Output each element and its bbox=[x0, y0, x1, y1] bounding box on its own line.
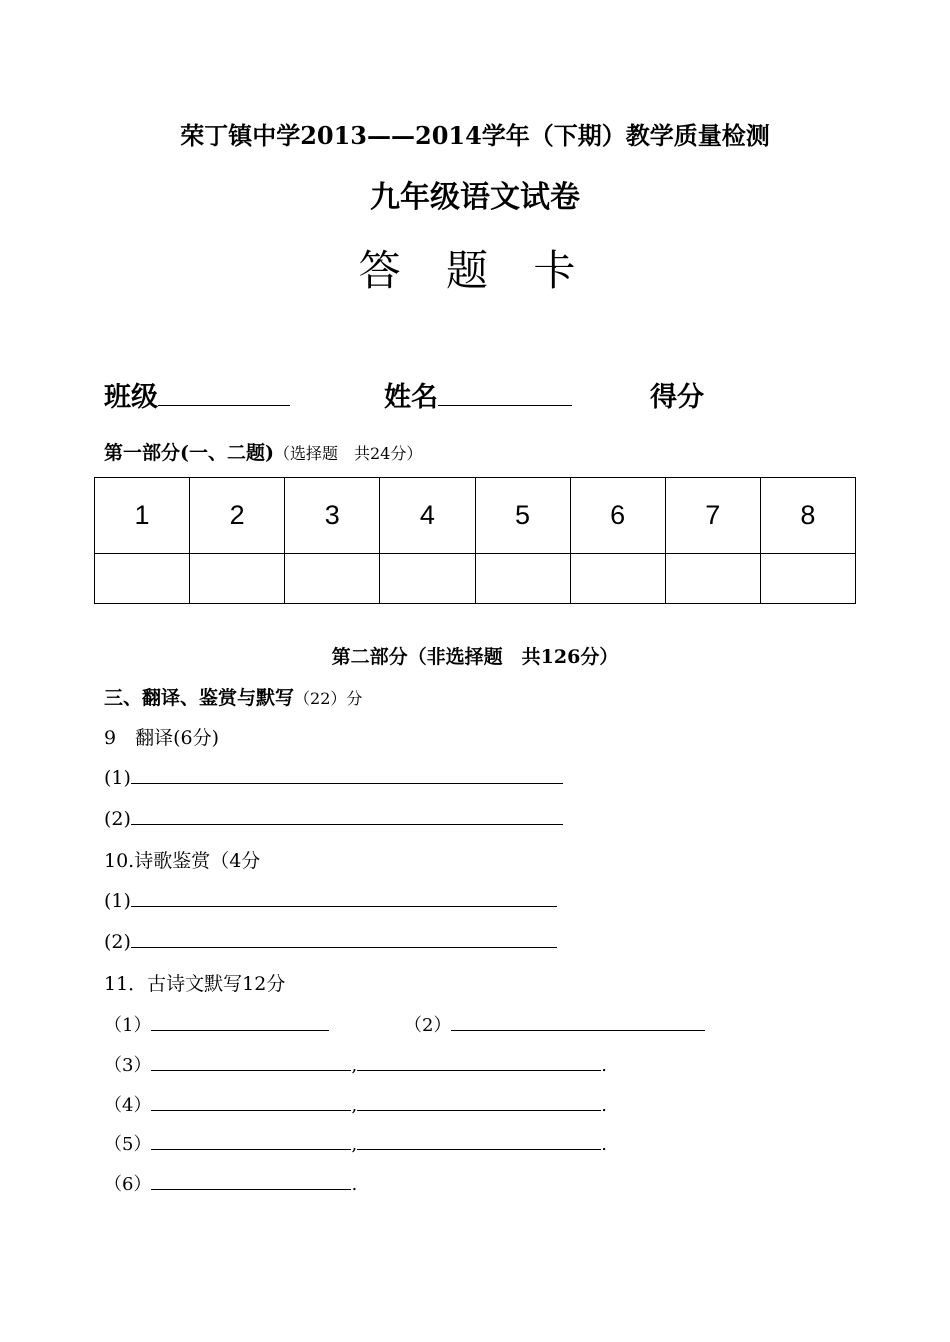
q11-item-6-label: （6） bbox=[104, 1174, 152, 1195]
part1-heading-sub: （选择题 共24分） bbox=[273, 444, 423, 463]
q9-item-1 bbox=[104, 765, 563, 789]
section3-title: 三、翻译、鉴赏与默写 bbox=[104, 687, 295, 709]
q11-item-3 bbox=[104, 1051, 607, 1077]
period: . bbox=[601, 1134, 607, 1155]
q10-item-2-label: (2) bbox=[104, 931, 131, 953]
question-number-cell: 2 bbox=[190, 478, 285, 554]
q11-item-5-blank-b[interactable] bbox=[357, 1133, 601, 1150]
section3-heading bbox=[104, 683, 362, 710]
answer-cell[interactable] bbox=[475, 554, 570, 604]
q11-item-2-label: （2） bbox=[404, 1015, 452, 1036]
name-blank[interactable] bbox=[438, 387, 572, 406]
answer-cell[interactable] bbox=[570, 554, 665, 604]
question-number-cell: 4 bbox=[380, 478, 475, 554]
q9-item-2-label: (2) bbox=[104, 808, 131, 830]
q9-item-1-blank[interactable] bbox=[131, 765, 563, 784]
answer-cell[interactable] bbox=[380, 554, 475, 604]
q11-item-2-blank[interactable] bbox=[451, 1014, 705, 1031]
choice-answer-table bbox=[94, 477, 856, 604]
answer-card-title: 答 题 卡 bbox=[358, 246, 592, 295]
answer-cell[interactable] bbox=[760, 554, 855, 604]
period: . bbox=[351, 1174, 358, 1195]
q9-item-2 bbox=[104, 806, 563, 830]
q11-item-3-label: （3） bbox=[104, 1055, 152, 1076]
q10-title: 10.诗歌鉴赏（4分 bbox=[104, 850, 261, 872]
class-label: 班级 bbox=[104, 382, 158, 413]
q11-item-6-blank[interactable] bbox=[151, 1173, 351, 1190]
part1-heading bbox=[104, 438, 422, 465]
section3-score: （22）分 bbox=[294, 689, 363, 708]
q9-item-2-blank[interactable] bbox=[131, 806, 563, 825]
part2-heading: 第二部分（非选择题 共126分） bbox=[331, 646, 619, 668]
class-blank[interactable] bbox=[158, 387, 290, 406]
q10-item-2 bbox=[104, 929, 557, 953]
question-number-cell: 8 bbox=[760, 478, 855, 554]
q11-item-1-label: （1） bbox=[104, 1015, 152, 1036]
name-field bbox=[384, 375, 572, 414]
q11-item-3-blank-a[interactable] bbox=[151, 1054, 351, 1071]
q11-item-1 bbox=[104, 1011, 329, 1037]
q11-item-6 bbox=[104, 1170, 357, 1196]
q10-item-1-blank[interactable] bbox=[131, 888, 557, 907]
q11-item-4-blank-b[interactable] bbox=[357, 1094, 601, 1111]
q11-item-5-blank-a[interactable] bbox=[151, 1133, 351, 1150]
score-field bbox=[650, 375, 704, 414]
q11-item-3-blank-b[interactable] bbox=[357, 1054, 601, 1071]
name-label: 姓名 bbox=[384, 382, 438, 413]
q10-item-1-label: (1) bbox=[104, 890, 131, 912]
answer-cell[interactable] bbox=[665, 554, 760, 604]
question-number-cell: 1 bbox=[95, 478, 190, 554]
period: . bbox=[601, 1095, 607, 1116]
score-label: 得分 bbox=[650, 382, 704, 413]
period: . bbox=[601, 1055, 607, 1076]
question-number-cell: 6 bbox=[570, 478, 665, 554]
class-field bbox=[104, 375, 290, 414]
q9-title: 9 翻译(6分) bbox=[104, 727, 220, 749]
part1-heading-main: 第一部分(一、二题) bbox=[104, 442, 274, 464]
answer-cell[interactable] bbox=[190, 554, 285, 604]
question-number-cell: 3 bbox=[285, 478, 380, 554]
answer-row bbox=[95, 554, 856, 604]
q11-item-5 bbox=[104, 1130, 607, 1156]
comma: , bbox=[351, 1055, 358, 1076]
q11-item-4 bbox=[104, 1091, 607, 1117]
answer-cell[interactable] bbox=[285, 554, 380, 604]
comma: , bbox=[351, 1134, 358, 1155]
q10-item-2-blank[interactable] bbox=[131, 929, 557, 948]
q9-item-1-label: (1) bbox=[104, 767, 131, 789]
question-number-row bbox=[95, 478, 856, 554]
comma: , bbox=[351, 1095, 358, 1116]
question-number-cell: 5 bbox=[475, 478, 570, 554]
q10-item-1 bbox=[104, 888, 557, 912]
q11-item-1-blank[interactable] bbox=[151, 1014, 329, 1031]
answer-cell[interactable] bbox=[95, 554, 190, 604]
question-number-cell: 7 bbox=[665, 478, 760, 554]
q11-item-5-label: （5） bbox=[104, 1134, 152, 1155]
q11-title: 11．古诗文默写12分 bbox=[104, 973, 286, 995]
q11-item-2 bbox=[404, 1011, 705, 1037]
school-exam-title: 荣丁镇中学2013——2014学年（下期）教学质量检测 bbox=[180, 121, 770, 150]
q11-item-4-blank-a[interactable] bbox=[151, 1094, 351, 1111]
paper-title: 九年级语文试卷 bbox=[370, 180, 580, 215]
q11-item-4-label: （4） bbox=[104, 1095, 152, 1116]
